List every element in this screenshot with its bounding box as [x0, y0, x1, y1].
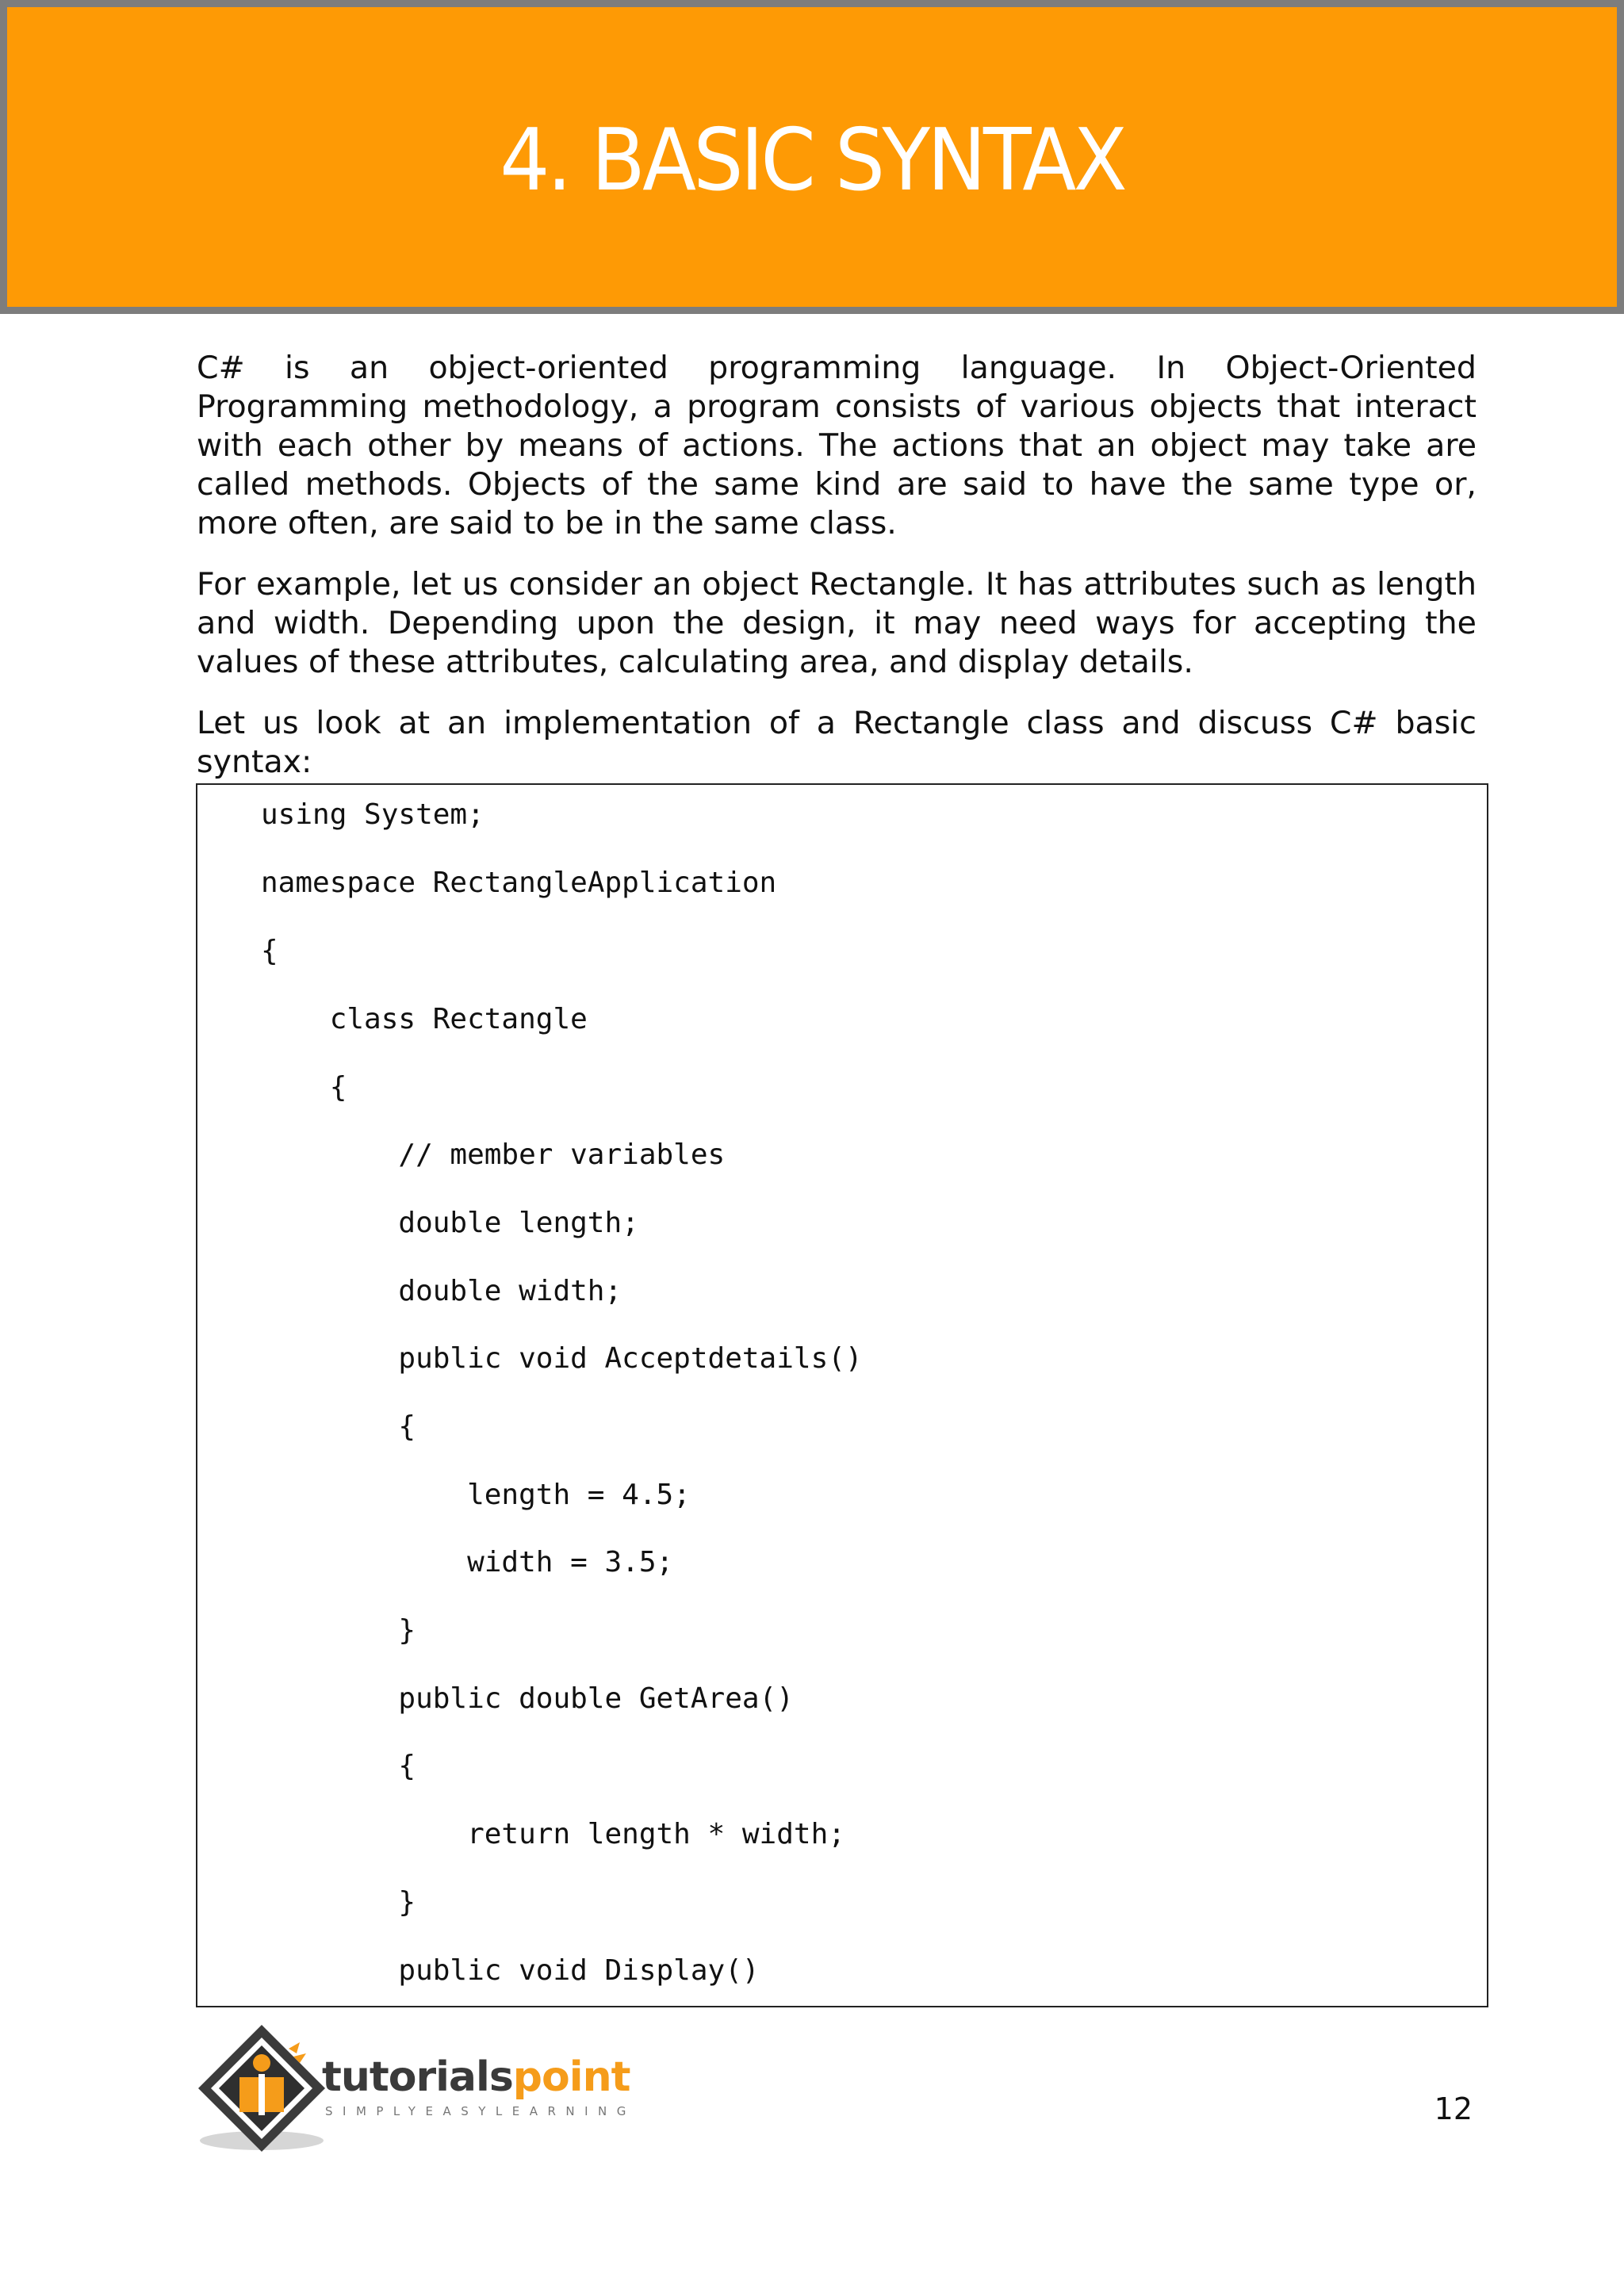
paragraph-implementation: Let us look at an implementation of a Rectangle class and discuss C# basic syntax:: [197, 705, 1477, 780]
logo-tagline: SIMPLYEASYLEARNING: [325, 2104, 636, 2118]
logo-wordmark-part2: point: [512, 2053, 630, 2101]
logo-wordmark-part1: tutorials: [322, 2053, 513, 2101]
code-line: namespace RectangleApplication: [261, 867, 777, 899]
code-line: using System;: [261, 798, 485, 831]
chapter-header-banner: [0, 0, 1624, 314]
code-line: class Rectangle: [261, 1003, 588, 1035]
code-line: {: [261, 1071, 347, 1104]
code-line: {: [261, 1750, 416, 1782]
chapter-title: 4. BASIC SYNTAX: [500, 110, 1124, 210]
code-line: double length;: [261, 1207, 639, 1239]
code-line: // member variables: [261, 1138, 726, 1171]
code-line: length = 4.5;: [261, 1479, 691, 1511]
code-line: public void Acceptdetails(): [261, 1342, 863, 1375]
code-line: {: [261, 1410, 416, 1443]
code-line: double width;: [261, 1275, 622, 1307]
code-block: [196, 783, 1488, 2007]
page-number: 12: [1434, 2091, 1473, 2126]
code-line: public double GetArea(): [261, 1682, 794, 1715]
paragraph-intro: C# is an object-oriented programming language. In Object-Oriented Programming methodology, a program consists of various objects that interact with each other by means of actions. The actions that an object may take are called methods. Objects of the same kind are said to have the same type or, more often, are said to be in the same class.: [197, 350, 1477, 541]
logo-wordmark: [322, 2053, 630, 2101]
tutorialspoint-logo: [195, 2022, 655, 2156]
code-line: {: [261, 935, 278, 967]
body-text: [197, 349, 1477, 804]
code-line: width = 3.5;: [261, 1546, 674, 1578]
paragraph-example: For example, let us consider an object Rectangle. It has attributes such as length and width. Depending upon the design, it may need ways for accepting the values of these attributes, calculating area, and display details.: [197, 566, 1477, 680]
code-line: }: [261, 1614, 416, 1647]
code-line: public void Display(): [261, 1954, 760, 1987]
tutorialspoint-logo-icon: [195, 2022, 330, 2156]
code-line: return length * width;: [261, 1818, 845, 1850]
code-line: }: [261, 1886, 416, 1919]
